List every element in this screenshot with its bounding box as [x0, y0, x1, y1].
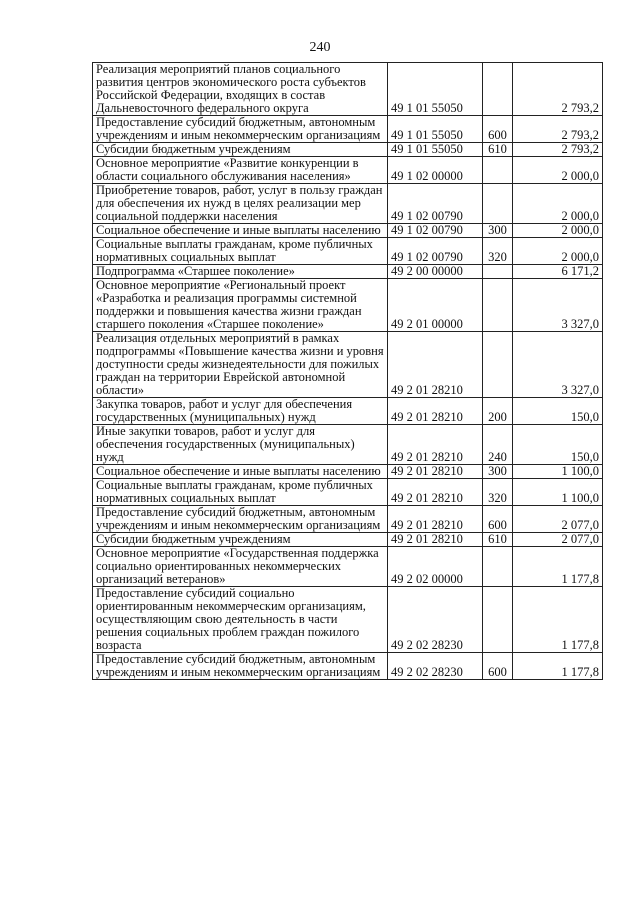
- row-amount: 1 100,0: [513, 465, 603, 479]
- row-name: Социальные выплаты гражданам, кроме публичных нормативных социальных выплат: [93, 238, 388, 265]
- row-name: Предоставление субсидий бюджетным, автономным учреждениям и иным некоммерческим организациям: [93, 653, 388, 680]
- row-amount: 2 000,0: [513, 184, 603, 224]
- table-row: [93, 398, 603, 425]
- row-name: Предоставление субсидий бюджетным, автономным учреждениям и иным некоммерческим организациям: [93, 116, 388, 143]
- row-amount: 2 000,0: [513, 157, 603, 184]
- row-vr: 240: [483, 425, 513, 465]
- table-row: [93, 184, 603, 224]
- budget-table-body: [93, 63, 603, 680]
- row-amount: 3 327,0: [513, 279, 603, 332]
- row-vr: [483, 587, 513, 653]
- row-amount: 1 177,8: [513, 653, 603, 680]
- row-code: 49 2 01 00000: [388, 279, 483, 332]
- row-amount: 2 000,0: [513, 238, 603, 265]
- table-row: [93, 533, 603, 547]
- table-row: [93, 653, 603, 680]
- row-code: 49 2 01 28210: [388, 332, 483, 398]
- table-row: [93, 587, 603, 653]
- row-amount: 3 327,0: [513, 332, 603, 398]
- row-vr: [483, 279, 513, 332]
- row-name: Предоставление субсидий бюджетным, автономным учреждениям и иным некоммерческим организациям: [93, 506, 388, 533]
- row-name: Субсидии бюджетным учреждениям: [93, 143, 388, 157]
- row-name: Основное мероприятие «Государственная поддержка социально ориентированных некоммерческих организаций ветеранов»: [93, 547, 388, 587]
- table-row: [93, 224, 603, 238]
- row-vr: 320: [483, 479, 513, 506]
- row-code: 49 1 02 00790: [388, 224, 483, 238]
- row-code: 49 2 01 28210: [388, 398, 483, 425]
- table-row: [93, 279, 603, 332]
- row-name: Социальное обеспечение и иные выплаты населению: [93, 224, 388, 238]
- table-row: [93, 506, 603, 533]
- row-amount: 2 793,2: [513, 116, 603, 143]
- row-amount: 6 171,2: [513, 265, 603, 279]
- table-row: [93, 63, 603, 116]
- row-code: 49 2 01 28210: [388, 533, 483, 547]
- table-row: [93, 547, 603, 587]
- row-code: 49 2 00 00000: [388, 265, 483, 279]
- row-code: 49 2 01 28210: [388, 425, 483, 465]
- row-vr: 610: [483, 533, 513, 547]
- page-number: 240: [309, 40, 331, 55]
- row-vr: 600: [483, 653, 513, 680]
- row-amount: 2 077,0: [513, 506, 603, 533]
- row-vr: 320: [483, 238, 513, 265]
- row-name: Подпрограмма «Старшее поколение»: [93, 265, 388, 279]
- table-row: [93, 238, 603, 265]
- row-code: 49 1 01 55050: [388, 116, 483, 143]
- row-vr: [483, 547, 513, 587]
- row-amount: 2 000,0: [513, 224, 603, 238]
- row-name: Основное мероприятие «Развитие конкуренции в области социального обслуживания населения»: [93, 157, 388, 184]
- row-name: Субсидии бюджетным учреждениям: [93, 533, 388, 547]
- row-vr: [483, 157, 513, 184]
- row-code: 49 1 02 00790: [388, 184, 483, 224]
- row-code: 49 1 01 55050: [388, 143, 483, 157]
- row-code: 49 1 02 00790: [388, 238, 483, 265]
- table-row: [93, 465, 603, 479]
- row-amount: 2 793,2: [513, 63, 603, 116]
- row-name: Основное мероприятие «Региональный проект «Разработка и реализация программы системной поддержки и повышения качества жизни граждан старшего поколения «Старшее поколение»: [93, 279, 388, 332]
- row-code: 49 2 01 28210: [388, 479, 483, 506]
- row-code: 49 1 01 55050: [388, 63, 483, 116]
- row-code: 49 2 02 00000: [388, 547, 483, 587]
- row-code: 49 2 01 28210: [388, 465, 483, 479]
- row-name: Закупка товаров, работ и услуг для обеспечения государственных (муниципальных) нужд: [93, 398, 388, 425]
- row-vr: 600: [483, 506, 513, 533]
- table-row: [93, 265, 603, 279]
- row-vr: 610: [483, 143, 513, 157]
- row-vr: 300: [483, 465, 513, 479]
- table-row: [93, 157, 603, 184]
- table-row: [93, 332, 603, 398]
- budget-table: [92, 62, 603, 680]
- row-code: 49 2 02 28230: [388, 587, 483, 653]
- row-amount: 1 100,0: [513, 479, 603, 506]
- row-amount: 1 177,8: [513, 547, 603, 587]
- row-vr: 200: [483, 398, 513, 425]
- row-code: 49 2 02 28230: [388, 653, 483, 680]
- row-vr: [483, 265, 513, 279]
- table-row: [93, 116, 603, 143]
- row-name: Социальное обеспечение и иные выплаты населению: [93, 465, 388, 479]
- row-amount: 150,0: [513, 398, 603, 425]
- row-name: Предоставление субсидий социально ориентированным некоммерческим организациям, осуществляющим свою деятельность в части решения социальных проблем граждан пожилого возраста: [93, 587, 388, 653]
- row-code: 49 2 01 28210: [388, 506, 483, 533]
- row-amount: 1 177,8: [513, 587, 603, 653]
- table-row: [93, 425, 603, 465]
- row-name: Приобретение товаров, работ, услуг в пользу граждан для обеспечения их нужд в целях реализации мер социальной поддержки населения: [93, 184, 388, 224]
- row-amount: 150,0: [513, 425, 603, 465]
- row-name: Социальные выплаты гражданам, кроме публичных нормативных социальных выплат: [93, 479, 388, 506]
- row-name: Реализация мероприятий планов социального развития центров экономического роста субъектов Российской Федерации, входящих в состав Дальневосточного федерального округа: [93, 63, 388, 116]
- row-amount: 2 077,0: [513, 533, 603, 547]
- row-name: Реализация отдельных мероприятий в рамках подпрограммы «Повышение качества жизни и уровня доступности среды жизнедеятельности для пожилых граждан на территории Еврейской автономной области»: [93, 332, 388, 398]
- table-row: [93, 143, 603, 157]
- row-vr: 300: [483, 224, 513, 238]
- row-vr: [483, 63, 513, 116]
- row-vr: [483, 332, 513, 398]
- row-vr: [483, 184, 513, 224]
- row-vr: 600: [483, 116, 513, 143]
- row-amount: 2 793,2: [513, 143, 603, 157]
- row-name: Иные закупки товаров, работ и услуг для обеспечения государственных (муниципальных) нужд: [93, 425, 388, 465]
- row-code: 49 1 02 00000: [388, 157, 483, 184]
- table-row: [93, 479, 603, 506]
